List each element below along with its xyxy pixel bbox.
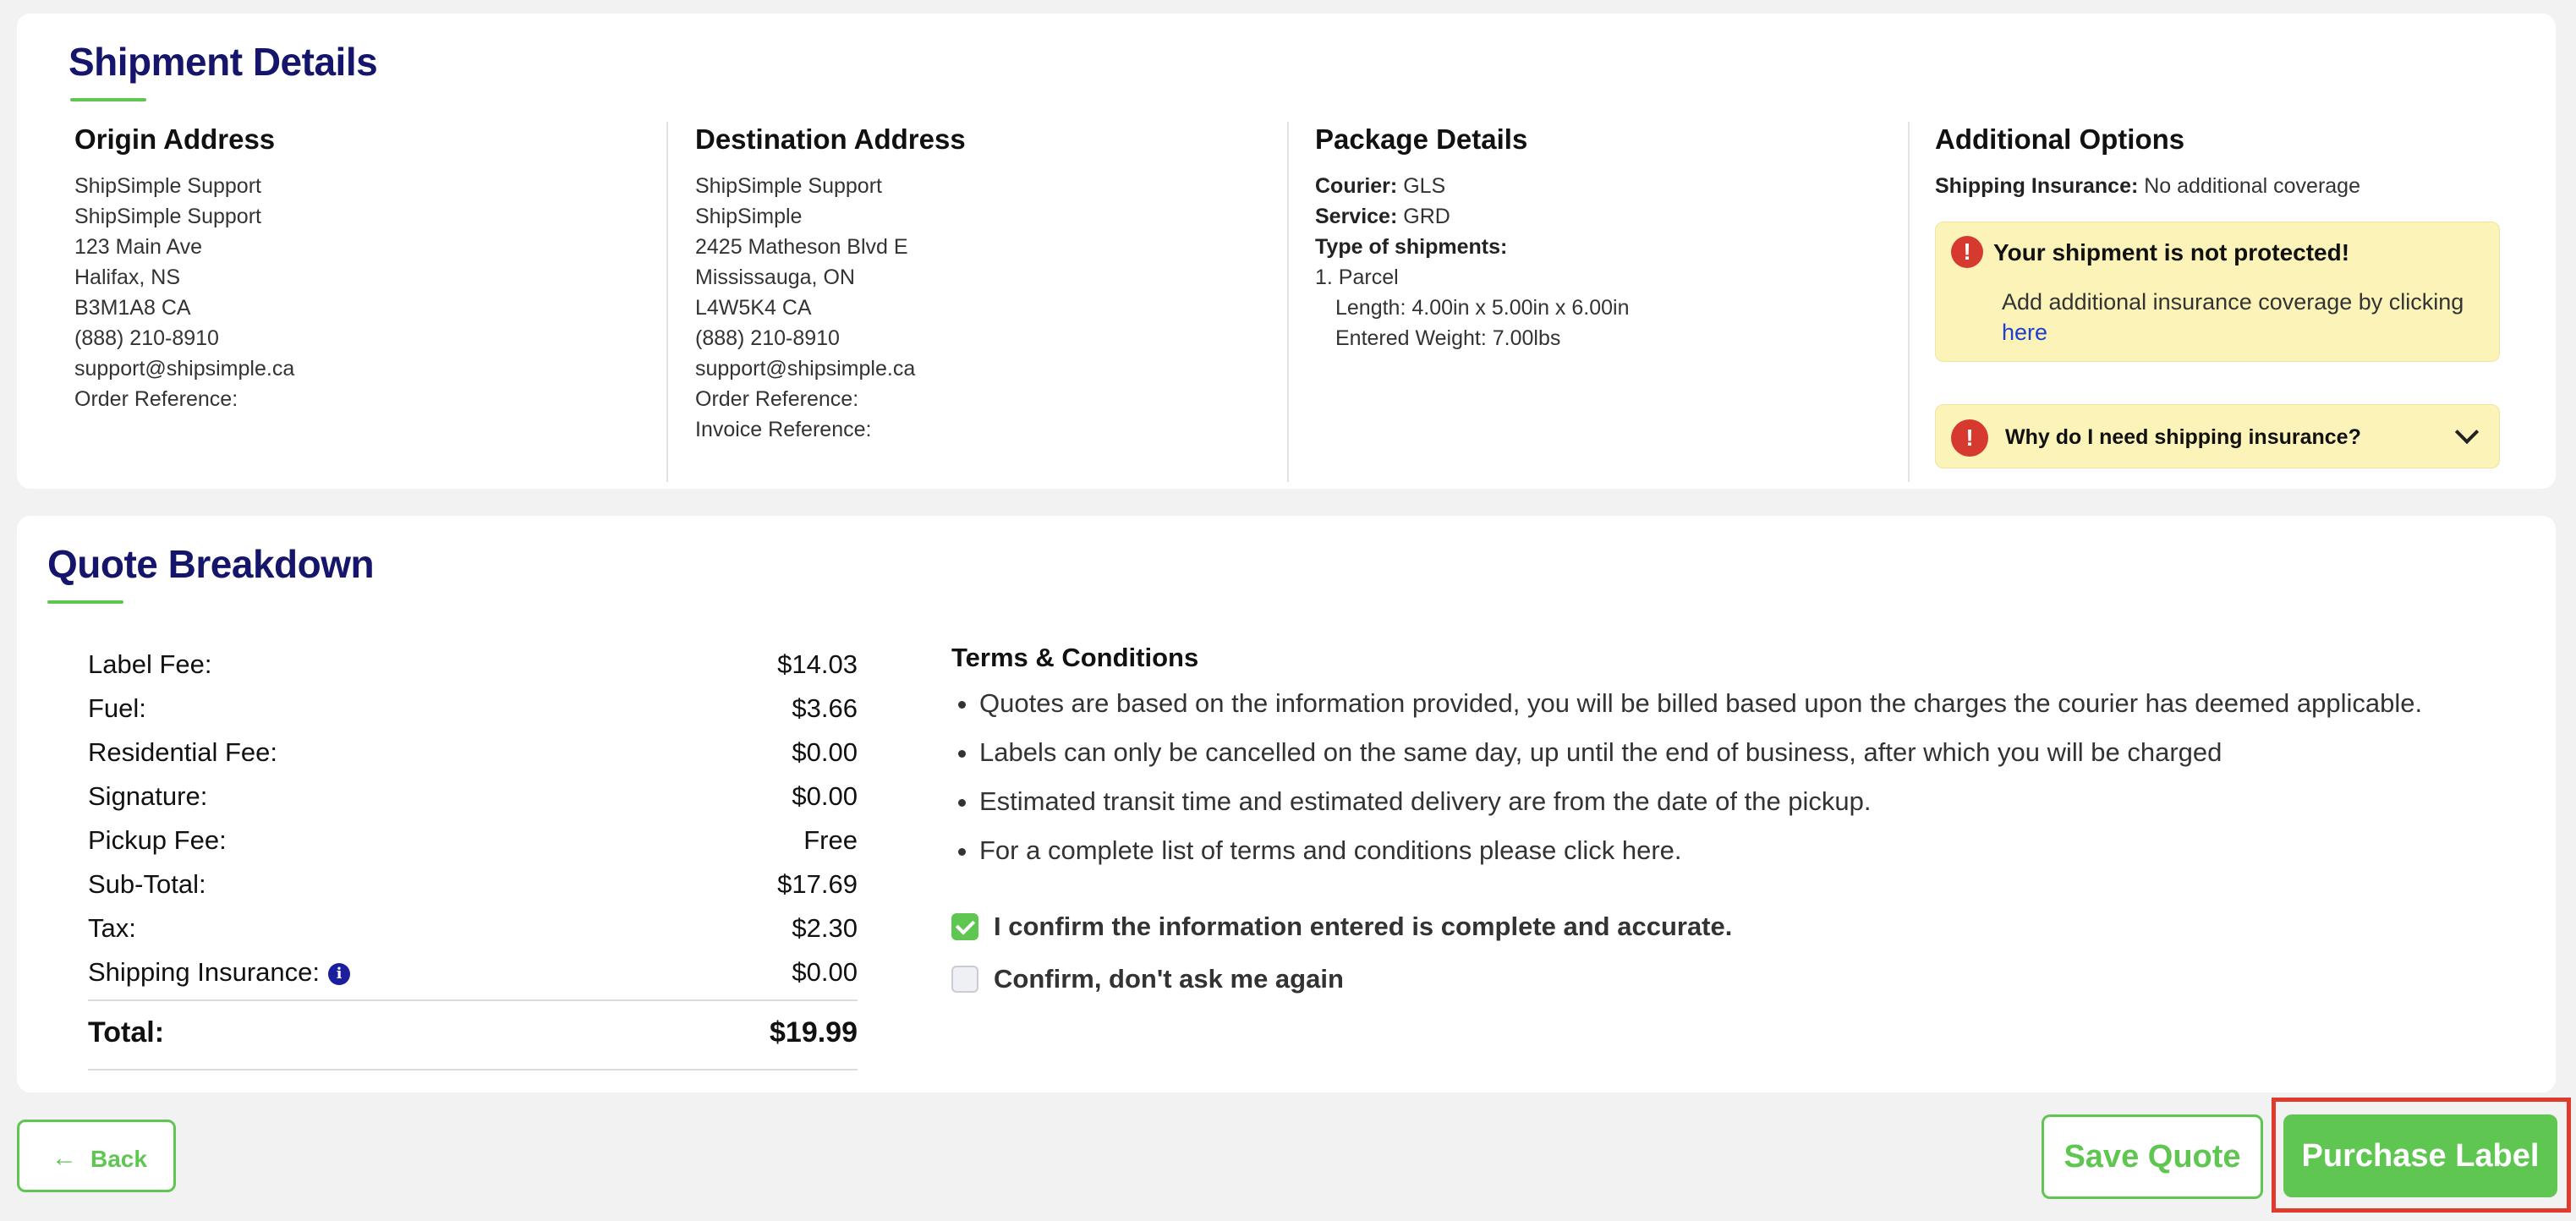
column-divider xyxy=(666,122,668,482)
total-row: Total: $19.99 xyxy=(88,1016,858,1049)
package-heading: Package Details xyxy=(1315,123,1528,155)
destination-line: ShipSimple Support xyxy=(695,174,882,198)
shipment-details-card xyxy=(17,14,2556,489)
origin-line: B3M1A8 CA xyxy=(74,296,191,320)
accordion-label: Why do I need shipping insurance? xyxy=(2005,425,2361,449)
destination-line: L4W5K4 CA xyxy=(695,296,812,320)
terms-item: • Labels can only be cancelled on the same day, up until the end of business, after which you will be charged xyxy=(979,734,2422,783)
insurance-here-link[interactable]: here xyxy=(2002,320,2048,345)
quote-breakdown-title: Quote Breakdown xyxy=(47,542,375,586)
dont-ask-checkbox[interactable] xyxy=(951,966,978,993)
shipment-details-title: Shipment Details xyxy=(69,40,378,84)
destination-line: Mississauga, ON xyxy=(695,266,855,289)
confirm-info-checkbox[interactable] xyxy=(951,913,978,940)
fee-row: Signature: $0.00 xyxy=(88,781,858,811)
origin-line: ShipSimple Support xyxy=(74,205,261,228)
terms-item: • Estimated transit time and estimated delivery are from the date of the pickup. xyxy=(979,783,2422,832)
save-quote-button[interactable]: Save Quote xyxy=(2042,1114,2263,1199)
origin-line: (888) 210-8910 xyxy=(74,326,219,350)
options-heading: Additional Options xyxy=(1935,123,2185,155)
back-button[interactable] xyxy=(17,1120,176,1192)
service-value: GRD xyxy=(1403,205,1450,228)
origin-line: ShipSimple Support xyxy=(74,174,261,198)
fee-row-insurance: Shipping Insurance: i $0.00 xyxy=(88,957,858,987)
info-icon[interactable]: i xyxy=(328,963,350,985)
title-underline xyxy=(47,600,123,604)
origin-line: Order Reference: xyxy=(74,387,238,411)
insurance-faq-accordion[interactable] xyxy=(1935,404,2500,468)
terms-title: Terms & Conditions xyxy=(951,643,1199,672)
dont-ask-label[interactable]: Confirm, don't ask me again xyxy=(994,964,1344,994)
terms-item[interactable]: • For a complete list of terms and conditions please click here. xyxy=(979,832,2422,881)
fee-row: Residential Fee: $0.00 xyxy=(88,737,858,767)
origin-line: support@shipsimple.ca xyxy=(74,357,295,381)
insurance-label: Shipping Insurance: xyxy=(1935,174,2139,198)
courier-line xyxy=(1315,171,1907,201)
insurance-warning xyxy=(1935,222,2500,362)
back-label: Back xyxy=(90,1146,147,1172)
divider xyxy=(88,1069,858,1070)
column-divider xyxy=(1287,122,1289,482)
confirm-info-label[interactable]: I confirm the information entered is complete and accurate. xyxy=(994,912,1733,941)
fee-row: Tax: $2.30 xyxy=(88,913,858,943)
terms-list xyxy=(979,685,2422,881)
destination-heading: Destination Address xyxy=(695,123,966,155)
warning-text: Add additional insurance coverage by clicking here xyxy=(2002,289,2464,345)
origin-line: 123 Main Ave xyxy=(74,235,203,259)
destination-line: (888) 210-8910 xyxy=(695,326,840,350)
purchase-label-button[interactable]: Purchase Label xyxy=(2283,1114,2557,1197)
confirm-info-checkbox-row[interactable] xyxy=(951,912,1966,945)
destination-address-column xyxy=(695,123,1287,470)
alert-icon: ! xyxy=(1951,236,1983,268)
quote-breakdown-card xyxy=(17,516,2556,1092)
fee-row: Pickup Fee: Free xyxy=(88,825,858,855)
fee-row: Label Fee: $14.03 xyxy=(88,649,858,679)
insurance-value: No additional coverage xyxy=(2144,174,2360,198)
origin-address-column xyxy=(74,123,666,470)
insurance-line xyxy=(1935,171,2527,201)
destination-line: ShipSimple xyxy=(695,205,803,228)
title-underline xyxy=(70,98,146,101)
alert-icon: ! xyxy=(1951,419,1988,457)
destination-line: 2425 Matheson Blvd E xyxy=(695,235,908,259)
courier-value: GLS xyxy=(1403,174,1446,198)
column-divider xyxy=(1908,122,1910,482)
package-details-column xyxy=(1315,123,1907,470)
parcel-item: 1. Parcel xyxy=(1315,266,1399,289)
destination-line: Order Reference: xyxy=(695,387,859,411)
parcel-dimensions: Length: 4.00in x 5.00in x 6.00in xyxy=(1335,296,1630,320)
arrow-left-icon: ← xyxy=(52,1144,77,1172)
destination-line: Invoice Reference: xyxy=(695,418,872,441)
fee-row: Sub-Total: $17.69 xyxy=(88,869,858,899)
service-label: Service: xyxy=(1315,205,1398,228)
service-line xyxy=(1315,201,1907,232)
divider xyxy=(88,999,858,1001)
destination-line: support@shipsimple.ca xyxy=(695,357,916,381)
origin-heading: Origin Address xyxy=(74,123,276,155)
courier-label: Courier: xyxy=(1315,174,1398,198)
origin-line: Halifax, NS xyxy=(74,266,181,289)
dont-ask-checkbox-row[interactable] xyxy=(951,964,1713,998)
terms-item: • Quotes are based on the information provided, you will be billed based upon the charges the courier has deemed applicable. xyxy=(979,685,2422,734)
fee-row: Fuel: $3.66 xyxy=(88,693,858,723)
warning-title: Your shipment is not protected! xyxy=(1993,239,2350,266)
chevron-down-icon[interactable] xyxy=(2455,420,2479,444)
parcel-weight: Entered Weight: 7.00lbs xyxy=(1335,326,1561,350)
shipment-types-label: Type of shipments: xyxy=(1315,235,1508,259)
